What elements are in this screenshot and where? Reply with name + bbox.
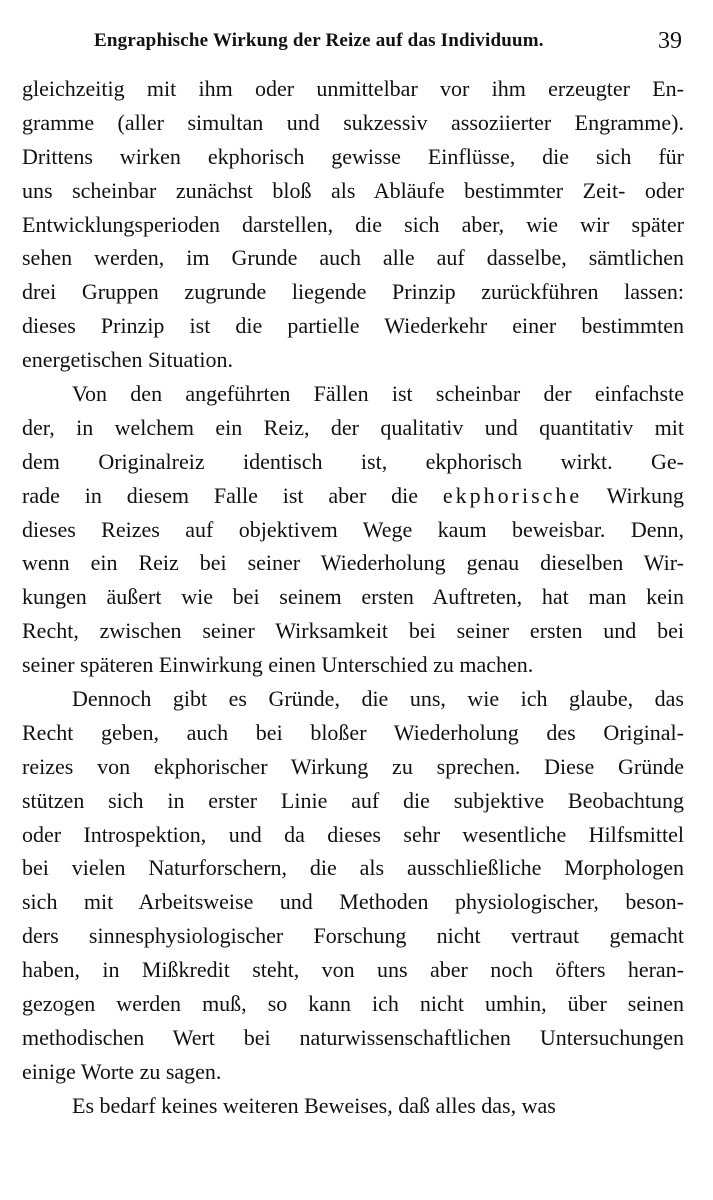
text-line: Es bedarf keines weiteren Beweises, daß alles das, was xyxy=(72,1092,556,1118)
text-line: dem Originalreiz identisch ist, ekphorisch wirkt. Ge- xyxy=(22,448,684,474)
text-line: Drittens wirken ekphorisch gewisse Einflüsse, die sich für xyxy=(22,143,684,169)
body-text xyxy=(22,72,684,1123)
text-line: rade in diesem Falle ist aber die ekphorische Wirkung xyxy=(22,482,684,508)
text-line: der, in welchem ein Reiz, der qualitativ und quantitativ mit xyxy=(22,414,684,440)
text-line: uns scheinbar zunächst bloß als Abläufe bestimmter Zeit- oder xyxy=(22,177,684,203)
text-line: drei Gruppen zugrunde liegende Prinzip zurückführen lassen: xyxy=(22,279,684,305)
text-line: bei vielen Naturforschern, die als ausschließliche Morphologen xyxy=(22,855,684,881)
text-line: ders sinnesphysiologischer Forschung nicht vertraut gemacht xyxy=(22,923,684,949)
emphasized-word: ekphorische xyxy=(442,482,583,508)
paragraph xyxy=(22,72,684,377)
text-line: gleichzeitig mit ihm oder unmittelbar vor ihm erzeugter En- xyxy=(22,76,684,101)
paragraph xyxy=(22,1089,684,1123)
text-line: oder Introspektion, und da dieses sehr wesentliche Hilfsmittel xyxy=(22,821,684,847)
text-line: methodischen Wert bei naturwissenschaftlichen Untersuchungen xyxy=(22,1024,684,1050)
page-header xyxy=(22,28,684,58)
text-line: gezogen werden muß, so kann ich nicht umhin, über seinen xyxy=(22,991,684,1017)
text-line: wenn ein Reiz bei seiner Wiederholung genau dieselben Wir- xyxy=(22,550,684,576)
text-line: seiner späteren Einwirkung einen Unterschied zu machen. xyxy=(22,652,534,678)
text-line: reizes von ekphorischer Wirkung zu sprechen. Diese Gründe xyxy=(22,753,684,779)
running-title: Engraphische Wirkung der Reize auf das Individuum. xyxy=(94,30,544,51)
paragraph xyxy=(22,377,684,682)
text-line: dieses Reizes auf objektivem Wege kaum beweisbar. Denn, xyxy=(22,516,684,542)
paragraph xyxy=(22,682,684,1089)
text-line: haben, in Mißkredit steht, von uns aber noch öfters heran- xyxy=(22,957,684,983)
page-number: 39 xyxy=(658,28,682,54)
text-line: Recht geben, auch bei bloßer Wiederholung des Original- xyxy=(22,719,684,745)
text-line: Recht, zwischen seiner Wirksamkeit bei seiner ersten und bei xyxy=(22,618,684,644)
text-line: energetischen Situation. xyxy=(22,347,233,373)
text-line: Dennoch gibt es Gründe, die uns, wie ich glaube, das xyxy=(72,686,684,712)
text-line: sich mit Arbeitsweise und Methoden physiologischer, beson- xyxy=(22,889,684,915)
text-line: kungen äußert wie bei seinem ersten Auftreten, hat man kein xyxy=(22,584,684,610)
text-line: stützen sich in erster Linie auf die subjektive Beobachtung xyxy=(22,787,684,813)
text-line: Entwicklungsperioden darstellen, die sich aber, wie wir später xyxy=(22,211,684,237)
text-line: Von den angeführten Fällen ist scheinbar der einfachste xyxy=(72,381,684,407)
text-line: dieses Prinzip ist die partielle Wiederkehr einer bestimmten xyxy=(22,313,684,339)
text-line: gramme (aller simultan und sukzessiv assoziierter Engramme). xyxy=(22,109,684,135)
text-line: sehen werden, im Grunde auch alle auf dasselbe, sämtlichen xyxy=(22,245,684,271)
text-line: einige Worte zu sagen. xyxy=(22,1058,222,1084)
